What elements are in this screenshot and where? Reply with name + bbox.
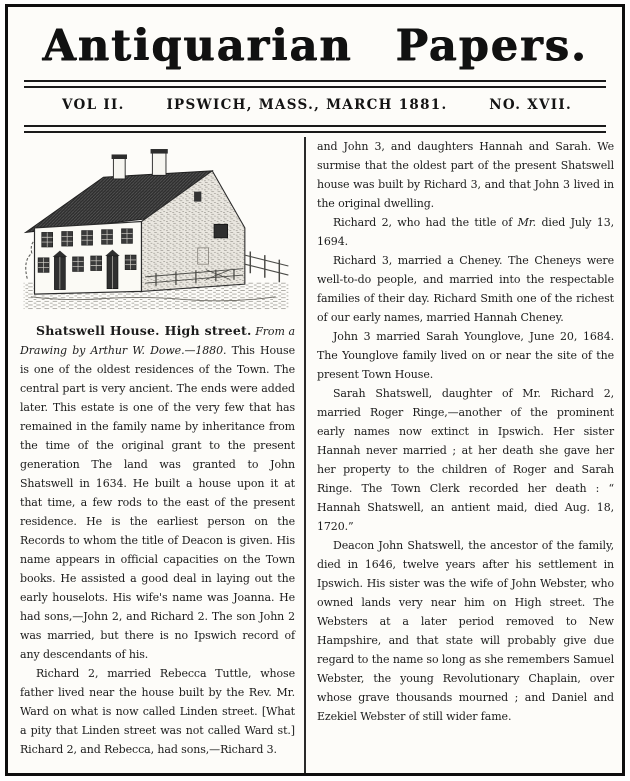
right-column bbox=[306, 137, 614, 773]
article-paragraph: John 3 married Sarah Younglove, June 20, 1684. The Younglove family lived on or near the site of the present Town House. bbox=[317, 330, 614, 381]
volume-label: VOL II. bbox=[62, 97, 125, 113]
house-woodcut-drawing bbox=[20, 140, 292, 314]
masthead-rule-top bbox=[24, 80, 606, 88]
article-paragraph: Richard 2, married Rebecca Tuttle, whose father lived near the house built by the Rev. Mr. Ward on what is now called Linden street. [What a pity that Linden street was not called Ward st.] Richard 2, and Rebecca, had sons,—Richard 3. bbox=[20, 667, 295, 756]
honorific-italic: Mr. bbox=[517, 216, 537, 229]
article-paragraph: Sarah Shatswell, daughter of Mr. Richard 2, married Roger Ringe,—another of the prominent early names now extinct in Ipswich. Her sister Hannah never married ; at her death she gave her her property to the children of Roger and Sarah Ringe. The Town Clerk recorded her death : “ Hannah Shatswell, an antient maid, died Aug. 18, 1720.” bbox=[317, 387, 614, 533]
shatswell-house-illustration bbox=[20, 140, 295, 314]
gable-window bbox=[214, 224, 228, 238]
left-column bbox=[18, 137, 306, 773]
issue-number-label: NO. XVII. bbox=[489, 97, 572, 113]
article-paragraph bbox=[317, 213, 614, 251]
article-paragraph: and John 3, and daughters Hannah and Sarah. We surmise that the oldest part of the present Shatswell house was built by Richard 3, and that John 3 lived in the original dwelling. bbox=[317, 140, 614, 210]
chimneys bbox=[112, 149, 168, 179]
article-columns bbox=[18, 137, 614, 773]
masthead-rule-bottom bbox=[24, 125, 606, 133]
article-headline: Shatswell House. High street. bbox=[36, 323, 252, 338]
article-paragraph: Deacon John Shatswell, the ancestor of the family, died in 1646, twelve years after his settlement in Ipswich. His sister was the wife of John Webster, who owned lands very near him on High street. The Websters at a later period removed to New Hampshire, and that state will probably give due regard to the name so long as she remembers Samuel Webster, the young Revolutionary Chaplain, over whose grave thousands mourned ; and Daniel and Ezekiel Webster of still wider fame. bbox=[317, 539, 614, 723]
page-border-frame bbox=[5, 4, 625, 776]
masthead-title: Antiquarian Papers. bbox=[42, 21, 588, 71]
dateline-row bbox=[62, 97, 572, 113]
attic-window bbox=[194, 192, 201, 202]
paragraph-text: Richard 2, who had the title of bbox=[333, 216, 518, 229]
article-paragraph-lead bbox=[20, 321, 295, 664]
paragraph-text: This House is one of the oldest residences of the Town. The central part is very ancient. The ends were added later. This estate is one of the very few that has remained in the family name by inheritance from the time of the original grant to the present generation The land was granted to John Shatswell in 1634. He built a house upon it at that time, a few rods to the east of the present residence. He is the earliest person on the Records to whom the title of Deacon is given. His name appears in official capacities on the Town books. He assisted a good deal in laying out the early houselots. His wife's name was Joanna. He had sons,—John 2, and Richard 2. The son John 2 was married, but there is no Ipswich record of any descendants of his. bbox=[20, 344, 295, 661]
paragraph-text: died July 13, 1694. bbox=[317, 216, 615, 248]
drawing-credit: From a Drawing by Arthur W. Dowe.—1880. bbox=[20, 325, 295, 357]
place-date-label: IPSWICH, MASS., MARCH 1881. bbox=[166, 97, 448, 113]
article-paragraph: Richard 3, married a Cheney. The Cheneys were well-to-do people, and married into the respectable families of their day. Richard Smith one of the richest of our early names, married Hannah Cheney. bbox=[317, 254, 614, 324]
